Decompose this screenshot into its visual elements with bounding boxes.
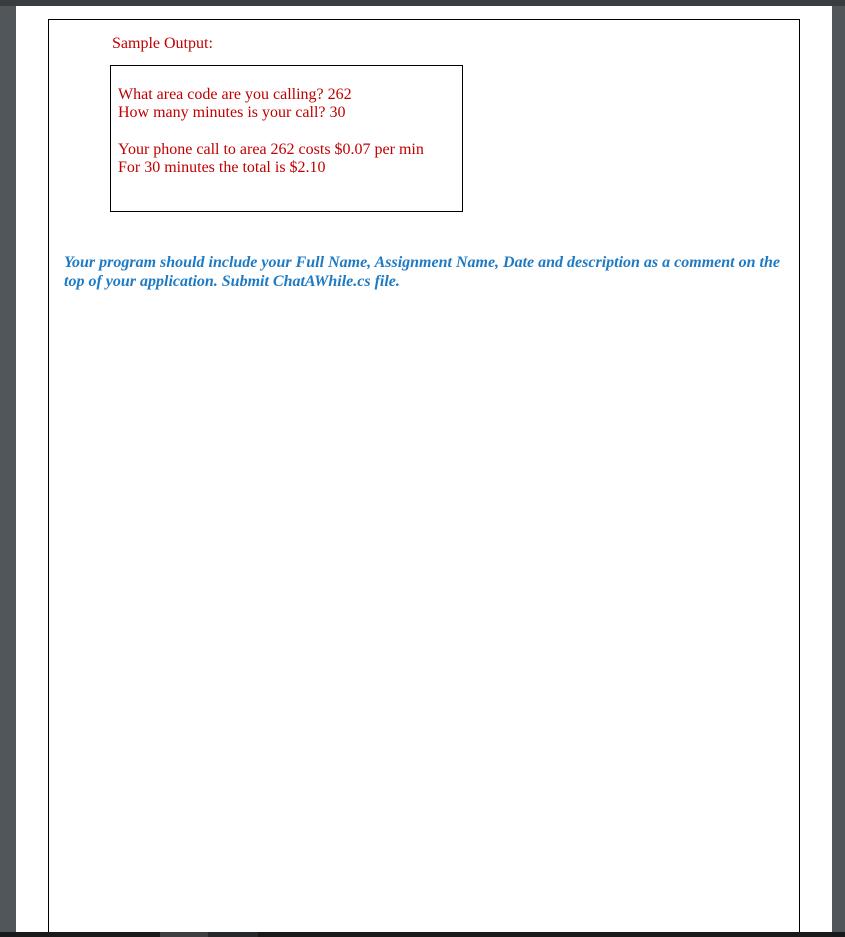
sample-output-label: Sample Output:	[112, 35, 213, 52]
bottom-bar-segment	[208, 932, 258, 937]
submission-instructions: Your program should include your Full Name, Assignment Name, Date and description as a comment on the top of your application. Submit ChatAWhile.cs file.	[64, 254, 780, 290]
output-line-minutes: How many minutes is your call? 30	[118, 104, 346, 121]
output-line-area-code: What area code are you calling? 262	[118, 86, 352, 103]
document-page	[16, 6, 832, 932]
sample-output-box	[110, 65, 463, 212]
bottom-bar-segment	[160, 932, 208, 937]
output-line-rate: Your phone call to area 262 costs $0.07 per min	[118, 141, 424, 158]
output-line-total: For 30 minutes the total is $2.10	[118, 159, 326, 176]
viewer-bottom-bar	[0, 932, 845, 937]
